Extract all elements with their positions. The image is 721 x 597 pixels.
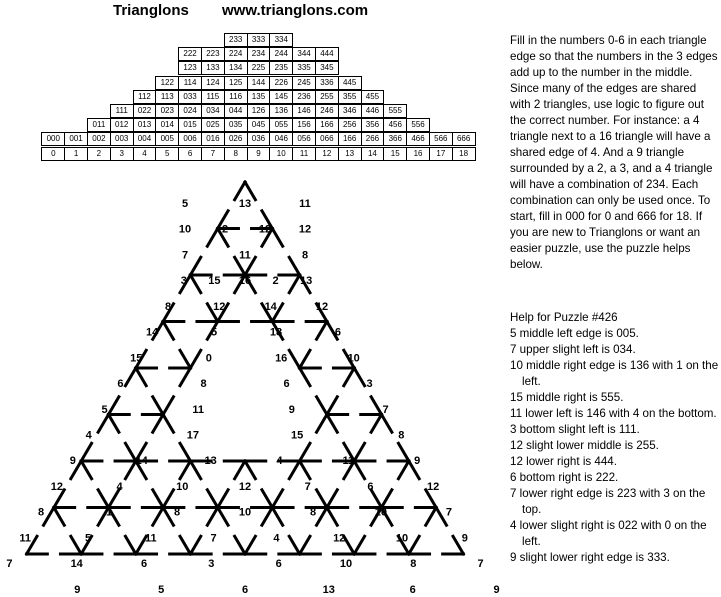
combination-cell: 0: [42, 147, 65, 160]
combination-cell: 224: [224, 48, 247, 61]
triangle-edge-stub: [371, 415, 381, 433]
triangle-number: 10: [178, 223, 192, 236]
combination-cell: 045: [247, 119, 270, 132]
triangle-number: 14: [135, 455, 148, 468]
triangle-edge-stub: [354, 461, 364, 479]
combination-cell: 126: [247, 105, 270, 118]
triangle-edge-stub: [235, 461, 245, 479]
triangle-edge-stub: [190, 350, 200, 368]
combination-row: [110, 104, 407, 118]
triangle-number: 12: [50, 481, 64, 494]
triangle-number: 15: [130, 352, 143, 365]
combination-cell: 024: [179, 105, 202, 118]
combination-cell: 245: [293, 76, 316, 89]
combination-cell: 223: [201, 48, 224, 61]
combination-cell: 15: [384, 147, 407, 160]
combination-cell: 034: [201, 105, 224, 118]
triangle-edge-stub: [289, 536, 299, 554]
combination-cell: 225: [247, 62, 270, 75]
triangle-edge-stub: [109, 397, 119, 415]
combination-cell: 046: [270, 133, 293, 146]
triangle-edge-stub: [344, 368, 354, 386]
triangle-number: 13: [204, 455, 217, 468]
triangle-number: 8: [301, 249, 309, 262]
triangle-edge-stub: [262, 508, 272, 526]
triangle-number: 0: [205, 352, 212, 365]
combination-cell: 336: [315, 76, 338, 89]
triangle-number: 15: [290, 429, 304, 442]
triangle-edge-stub: [109, 415, 119, 433]
triangle-number: 12: [298, 223, 312, 236]
combination-cell: 334: [270, 34, 293, 47]
triangle-number: 5: [210, 326, 218, 339]
help-item: 4 lower slight right is 022 with 0 on the left.: [510, 519, 707, 548]
triangle-edge-stub: [153, 490, 163, 508]
combination-cell: 023: [156, 105, 179, 118]
triangle-edge-stub: [190, 275, 200, 293]
instructions-text: Fill in the numbers 0-6 in each triangle edge so that the numbers in the 3 edges add up to the number in the middle. Since many of the edges are shared with 2 triangles, use logic to figure out the correct number. For instance: a 4 triangle next to a 16 triangle will have a shared edge of 4. And a 9 triangle surrounded by a 2, a 3, and a 4 triangle will have a combination of 234. Each combination can only be used once. To start, fill in 000 for 0 and 666 for 18. If you are new to Trianglons or want an easier puzzle, use the puzzle helps below.: [510, 34, 718, 271]
combination-cell: 335: [293, 62, 316, 75]
triangle-edge-stub: [300, 461, 310, 479]
triangle-number: 11: [342, 455, 355, 468]
triangle-number: 3: [208, 558, 215, 571]
combination-cell: 233: [224, 34, 247, 47]
triangle-edge-stub: [98, 415, 108, 433]
triangle-number: 6: [409, 583, 416, 596]
combination-cell: 125: [224, 76, 247, 89]
combination-cell: 012: [110, 119, 133, 132]
combination-cell: 13: [338, 147, 361, 160]
triangle-edge-stub: [289, 461, 299, 479]
combination-row: [41, 132, 475, 146]
triangle-number: 8: [164, 300, 172, 313]
triangle-number: 3: [366, 378, 373, 391]
combination-cell: 025: [201, 119, 224, 132]
combination-row: [224, 33, 293, 47]
triangle-edge-stub: [327, 490, 337, 508]
triangle-number: 14: [70, 558, 83, 571]
triangle-edge-stub: [354, 536, 364, 554]
triangle-edge-stub: [218, 490, 228, 508]
combination-cell: 18: [452, 147, 475, 160]
triangle-edge-stub: [153, 415, 163, 433]
triangle-number: 2: [221, 223, 229, 236]
triangle-edge-stub: [300, 443, 310, 461]
triangle-edge-stub: [272, 508, 282, 526]
combination-cell: 144: [247, 76, 270, 89]
triangle-number: 14: [145, 326, 159, 339]
triangle-number: 11: [144, 532, 157, 545]
triangle-edge-stub: [81, 461, 91, 479]
combination-cell: 113: [156, 90, 179, 103]
triangle-edge-stub: [163, 508, 173, 526]
combination-row: [133, 90, 385, 104]
combination-cell: 344: [293, 48, 316, 61]
combination-cell: 9: [247, 147, 270, 160]
triangle-number: 7: [304, 481, 311, 494]
combination-cell: 7: [201, 147, 224, 160]
triangle-number: 5: [181, 197, 189, 210]
combination-cell: 022: [133, 105, 156, 118]
triangle-edge-stub: [245, 536, 255, 554]
triangle-number: 12: [426, 481, 440, 494]
help-item: 12 lower right is 444.: [510, 455, 617, 468]
triangle-edge-stub: [125, 443, 135, 461]
help-item: 5 middle left edge is 005.: [510, 327, 639, 340]
triangle-edge-stub: [262, 490, 272, 508]
triangle-edge-stub: [207, 229, 217, 247]
combination-cell: 014: [156, 119, 179, 132]
triangle-edge-stub: [180, 536, 190, 554]
triangle-edge-stub: [207, 490, 217, 508]
combination-cell: 2: [87, 147, 110, 160]
triangle-edge-stub: [235, 536, 245, 554]
combination-cell: 135: [247, 90, 270, 103]
combination-cell: 14: [361, 147, 384, 160]
combination-row: [155, 76, 361, 90]
combination-cell: 136: [270, 105, 293, 118]
combination-cell: 466: [407, 133, 430, 146]
triangle-edge-stub: [163, 490, 173, 508]
triangle-number: 7: [445, 506, 452, 519]
triangle-edge-stub: [289, 350, 299, 368]
triangle-number: 16: [238, 275, 252, 288]
triangle-number: 6: [334, 326, 341, 339]
combination-cell: 446: [361, 105, 384, 118]
combination-cell: 235: [270, 62, 293, 75]
triangle-number: 13: [300, 275, 313, 288]
triangle-edge-stub: [190, 257, 200, 275]
combination-cell: 666: [452, 133, 475, 146]
triangle-number: 16: [275, 352, 288, 365]
combination-cell: 3: [110, 147, 133, 160]
combination-cell: 166: [338, 133, 361, 146]
triangle-number: 12: [258, 223, 272, 236]
combination-cell: 114: [179, 76, 202, 89]
triangle-number: 8: [173, 506, 181, 519]
triangle-edge-stub: [327, 397, 337, 415]
combination-cell: 456: [384, 119, 407, 132]
triangle-edge-stub: [125, 461, 135, 479]
combination-cell: 266: [361, 133, 384, 146]
triangle-number: 11: [239, 249, 251, 262]
triangle-number: 12: [333, 532, 346, 545]
triangle-edge-stub: [382, 490, 392, 508]
triangle-edge-stub: [317, 490, 327, 508]
combination-cell: 345: [315, 62, 338, 75]
combination-cell: 366: [384, 133, 407, 146]
triangle-number: 7: [477, 558, 484, 571]
triangle-number: 14: [264, 300, 277, 313]
triangle-number: 13: [238, 197, 252, 210]
triangle-number: 6: [140, 558, 148, 571]
triangle-edge-stub: [54, 508, 64, 526]
triangle-edge-stub: [180, 461, 190, 479]
combination-cell: 056: [293, 133, 316, 146]
site-url: www.trianglons.com: [222, 2, 369, 19]
combination-cell: 006: [179, 133, 202, 146]
combination-cell: 134: [224, 62, 247, 75]
triangle-edge-stub: [354, 368, 364, 386]
triangle-number: 13: [322, 583, 335, 596]
triangle-number: 17: [186, 429, 200, 442]
triangle-number: 4: [116, 481, 123, 494]
combination-cell: 16: [407, 147, 430, 160]
triangle-number: 6: [241, 583, 249, 596]
combination-cell: 444: [315, 48, 338, 61]
combination-cell: 1: [65, 147, 88, 160]
combination-cell: 026: [224, 133, 247, 146]
triangle-edge-stub: [98, 490, 108, 508]
combination-cell: 256: [338, 119, 361, 132]
triangle-edge-stub: [300, 536, 310, 554]
combination-cell: 17: [429, 147, 452, 160]
combination-cell: 556: [407, 119, 430, 132]
triangle-number: 8: [410, 558, 417, 571]
triangle-numbers: [0, 198, 500, 596]
triangle-edge-stub: [153, 508, 163, 526]
help-item: 12 slight lower middle is 255.: [510, 439, 659, 452]
triangle-edge-stub: [426, 508, 436, 526]
triangle-edge-stub: [317, 322, 327, 340]
triangle-number: 7: [6, 558, 13, 571]
triangle-number: 11: [19, 532, 32, 545]
triangle-edges: [27, 182, 464, 554]
triangle-edge-stub: [163, 415, 173, 433]
triangle-number: 7: [382, 403, 389, 416]
combination-cell: 002: [87, 133, 110, 146]
triangle-edge-stub: [136, 368, 146, 386]
triangle-edge-stub: [409, 536, 419, 554]
triangle-number: 3: [180, 275, 187, 288]
combination-cell: 000: [42, 133, 65, 146]
triangle-edge-stub: [71, 536, 81, 554]
combination-row: [178, 47, 339, 61]
help-title: Help for Puzzle #426: [510, 311, 618, 324]
triangle-number: 5: [158, 583, 165, 596]
triangle-edge-stub: [398, 443, 408, 461]
triangle-number: 6: [275, 558, 282, 571]
triangle-number: 8: [398, 429, 405, 442]
combination-cell: 035: [224, 119, 247, 132]
combination-cell: 044: [224, 105, 247, 118]
triangle-number: 5: [84, 532, 92, 545]
combination-cell: 355: [338, 90, 361, 103]
triangle-edge-stub: [289, 275, 299, 293]
combination-cell: 5: [156, 147, 179, 160]
combination-cell: 333: [247, 34, 270, 47]
combination-cell: 222: [179, 48, 202, 61]
combination-cell: 236: [293, 90, 316, 103]
triangle-edge-stub: [163, 322, 173, 340]
triangle-edge-stub: [190, 461, 200, 479]
triangle-edge-stub: [354, 443, 364, 461]
triangle-number: 10: [339, 558, 353, 571]
triangle-number: 9: [461, 532, 468, 545]
triangle-number: 1: [106, 506, 113, 519]
combination-cell: 111: [110, 105, 133, 118]
combination-cell: 455: [361, 90, 384, 103]
combination-cell: 10: [270, 147, 293, 160]
combination-cell: 226: [270, 76, 293, 89]
help-item: 11 lower left is 146 with 4 on the bottom.: [510, 407, 717, 420]
combination-row: [87, 118, 430, 132]
triangle-edge-stub: [207, 508, 217, 526]
triangle-edge-stub: [245, 461, 255, 479]
combination-row: [178, 61, 339, 75]
triangle-number: 6: [367, 481, 374, 494]
triangle-edge-stub: [289, 257, 299, 275]
triangle-edge-stub: [344, 536, 354, 554]
trianglon-puzzle-grid: [0, 170, 500, 597]
triangle-edge-stub: [272, 229, 282, 247]
triangle-number: 9: [288, 403, 295, 416]
puzzle-title: Trianglons: [113, 2, 189, 19]
triangle-edge-stub: [180, 350, 190, 368]
triangle-edge-stub: [81, 443, 91, 461]
triangle-number: 4: [85, 429, 92, 442]
triangle-number: 8: [309, 506, 317, 519]
combination-cell: 255: [315, 90, 338, 103]
triangle-edge-stub: [327, 508, 337, 526]
help-item: 15 middle right is 555.: [510, 391, 624, 404]
triangle-number: 11: [192, 403, 205, 416]
triangle-number: 6: [117, 378, 124, 391]
triangle-number: 12: [315, 300, 329, 313]
combination-cell: 244: [270, 48, 293, 61]
triangle-number: 7: [210, 532, 217, 545]
triangle-number: 9: [493, 583, 500, 596]
help-item: 6 bottom right is 222.: [510, 471, 619, 484]
triangle-edge-stub: [218, 508, 228, 526]
triangle-number: 4: [276, 455, 283, 468]
triangle-edge-stub: [180, 443, 190, 461]
help-item: 3 bottom slight left is 111.: [510, 423, 640, 436]
combination-cell: 246: [315, 105, 338, 118]
triangle-number: 9: [74, 583, 81, 596]
combination-cell: 066: [315, 133, 338, 146]
triangle-number: 2: [272, 275, 279, 288]
triangle-number: 11: [299, 197, 311, 210]
combination-cell: 12: [315, 147, 338, 160]
combination-cell: 555: [384, 105, 407, 118]
combination-cell: 8: [224, 147, 247, 160]
triangle-number: 18: [269, 326, 283, 339]
triangle-number: 12: [238, 481, 252, 494]
combination-cell: 055: [270, 119, 293, 132]
combination-cell: 356: [361, 119, 384, 132]
triangle-number: 6: [283, 378, 290, 391]
triangle-number: 9: [69, 455, 76, 468]
triangle-number: 7: [181, 249, 189, 262]
combination-cell: 004: [133, 133, 156, 146]
triangle-edge-stub: [272, 490, 282, 508]
combination-cell: 112: [133, 90, 156, 103]
combination-cell: 001: [65, 133, 88, 146]
help-item: 10 middle right edge is 136 with 1 on the left.: [510, 359, 719, 388]
combination-cell: 133: [201, 62, 224, 75]
triangle-edge-stub: [327, 415, 337, 433]
triangle-edge-stub: [180, 368, 190, 386]
triangle-edge-stub: [300, 350, 310, 368]
triangle-number: 12: [213, 300, 226, 313]
help-item: 7 upper slight left is 034.: [510, 343, 636, 356]
combination-cell: 566: [429, 133, 452, 146]
combination-cell: 445: [338, 76, 361, 89]
combination-cell: 346: [338, 105, 361, 118]
help-item: 9 slight lower right edge is 333.: [510, 551, 670, 564]
triangle-edge-stub: [398, 461, 408, 479]
combination-cell: 6: [179, 147, 202, 160]
triangle-edge-stub: [153, 397, 163, 415]
triangle-edge-stub: [163, 397, 173, 415]
triangle-number: 10: [347, 352, 360, 365]
triangle-number: 8: [200, 378, 207, 391]
triangle-edge-stub: [125, 536, 135, 554]
help-item: 7 lower right edge is 223 with 3 on the top.: [510, 487, 706, 516]
triangle-edge-stub: [317, 415, 327, 433]
combination-cell: 016: [201, 133, 224, 146]
combination-cell: 005: [156, 133, 179, 146]
triangle-edge-stub: [125, 368, 135, 386]
triangle-number: 10: [238, 506, 252, 519]
help-list: [510, 326, 720, 566]
triangle-edge-stub: [317, 397, 327, 415]
triangle-edge-stub: [382, 415, 392, 433]
combination-cell: 116: [224, 90, 247, 103]
triangle-number: 9: [414, 455, 421, 468]
triangle-edge-stub: [371, 397, 381, 415]
combination-cell: 234: [247, 48, 270, 61]
triangle-edge-stub: [317, 508, 327, 526]
combination-cell: 013: [133, 119, 156, 132]
combination-cell: 011: [88, 119, 111, 132]
triangle-number: 10: [176, 481, 189, 494]
combination-row: [41, 147, 475, 161]
combination-cell: 146: [293, 105, 316, 118]
combination-cell: 4: [133, 147, 156, 160]
combination-cell: 145: [270, 90, 293, 103]
combination-cell: 156: [293, 119, 316, 132]
triangle-number: 10: [395, 532, 409, 545]
triangle-number: 5: [101, 403, 108, 416]
combination-cell: 124: [201, 76, 224, 89]
combination-cell: 033: [179, 90, 202, 103]
combination-cell: 122: [156, 76, 179, 89]
combination-cell: 015: [179, 119, 202, 132]
combination-cell: 036: [247, 133, 270, 146]
triangle-number: 10: [374, 506, 388, 519]
triangle-edge-stub: [190, 536, 200, 554]
triangle-edge-stub: [300, 368, 310, 386]
combination-cell: 115: [201, 90, 224, 103]
help-section: [510, 310, 720, 566]
combination-cell: 11: [293, 147, 316, 160]
combination-cell: 003: [110, 133, 133, 146]
triangle-edge-stub: [44, 508, 54, 526]
combination-cell: 166: [315, 119, 338, 132]
combination-cell: 123: [179, 62, 202, 75]
triangle-number: 4: [273, 532, 280, 545]
triangle-number: 15: [208, 275, 221, 288]
triangle-number: 8: [38, 506, 45, 519]
